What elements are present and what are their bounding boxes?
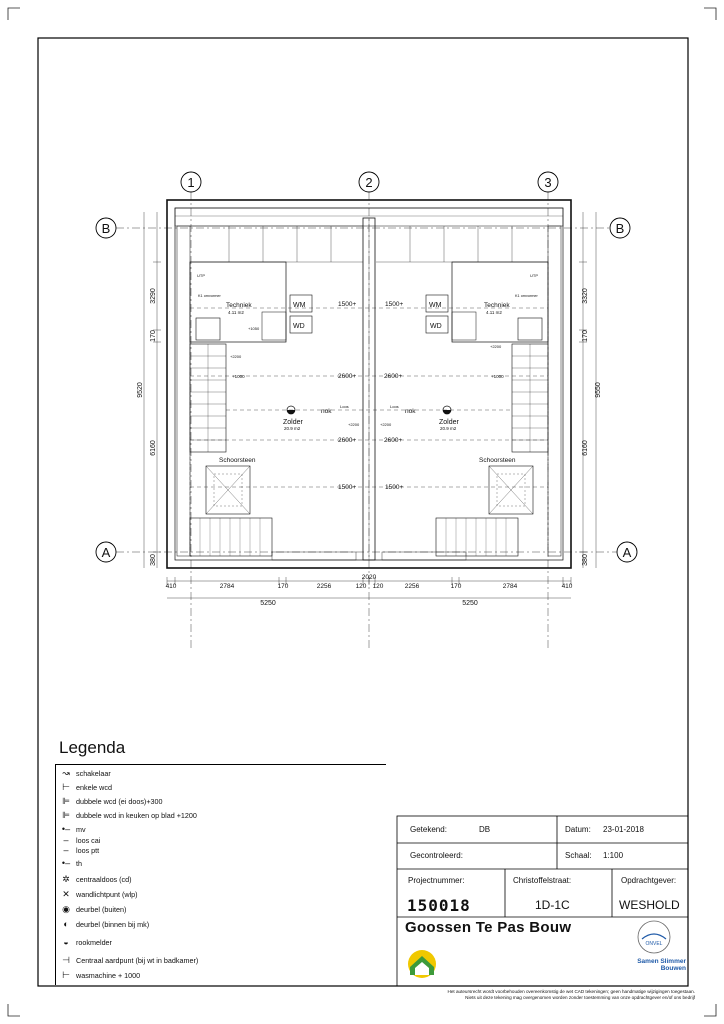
copyright-notice [375, 989, 695, 1001]
svg-text:410: 410 [165, 583, 177, 590]
client-label: Opdrachtgever: [621, 876, 677, 885]
dot-icon: •– [61, 824, 71, 834]
dot-icon: – [63, 835, 69, 845]
room-area-techniek-left: 4.11 m2 [228, 310, 244, 315]
svg-text:2600+: 2600+ [384, 373, 403, 380]
date-label: Datum: [565, 825, 591, 834]
legend-item-label: mv [76, 824, 86, 834]
room-area-zolder-right: 20.9 m2 [440, 426, 457, 431]
svg-text:6160: 6160 [582, 440, 589, 456]
grid-bubble-b-left [96, 218, 116, 238]
svg-text:A: A [101, 545, 111, 560]
legend-title: Legenda [59, 738, 126, 757]
wm-label-right: WM [429, 302, 442, 309]
dim-half-left: 5250 [260, 600, 276, 607]
room-label-zolder-right: Zolder [439, 419, 459, 426]
drawn-label: Getekend: [410, 825, 447, 834]
schoorsteen-left: Schoorsteen [219, 457, 256, 464]
earth-icon: ⊣ [62, 955, 70, 965]
smoke-detector-icon [287, 410, 295, 414]
wm-label-left: WM [293, 302, 306, 309]
company-name: Goossen Te Pas Bouw [405, 919, 572, 936]
legend-item-label: dubbele wcd (ei doos)+300 [76, 796, 163, 806]
legend-item-label: wandlichtpunt (wlp) [76, 889, 138, 899]
svg-text:2600+: 2600+ [384, 437, 403, 444]
legend-item [60, 874, 132, 884]
room-label-techniek-right: Techniek [484, 302, 510, 309]
title-block [397, 816, 688, 986]
svg-text:2256: 2256 [404, 583, 420, 590]
svg-text:K1 omvormer: K1 omvormer [198, 294, 221, 298]
svg-text:+1000: +1000 [232, 374, 245, 379]
grid-bubble-1 [181, 172, 201, 192]
dim-total-left: 9520 [137, 382, 144, 398]
double-socket-icon: ⊫ [62, 810, 70, 820]
svg-text:2600+: 2600+ [338, 437, 357, 444]
svg-text:B: B [101, 221, 111, 236]
copyright-line-1: Het auteursrecht wordt voorbehouden overeenkomstig de wet CAD tekeningen; geen handmatige wijzigingen toegestaan. [447, 989, 695, 994]
svg-text:+2200: +2200 [490, 344, 502, 349]
svg-text:170: 170 [450, 583, 462, 590]
svg-text:UTP: UTP [530, 273, 538, 278]
legend-item-label: centraaldoos (cd) [76, 874, 132, 884]
double-socket-icon: ⊫ [62, 796, 70, 806]
legend-item-label: Centraal aardpunt (bij wt in badkamer) [76, 955, 199, 965]
svg-text:ONVEL: ONVEL [645, 941, 663, 947]
legend-item-label: dubbele wcd in keuken op blad +1200 [76, 810, 197, 820]
svg-text:+2200: +2200 [348, 422, 360, 427]
svg-text:1500+: 1500+ [385, 484, 404, 491]
svg-text:Loos: Loos [390, 404, 399, 409]
legend-item [60, 782, 112, 792]
room-area-techniek-right: 4.11 m2 [486, 310, 502, 315]
socket-icon: ⊢ [62, 782, 70, 792]
scale-value: 1:100 [603, 851, 624, 860]
grid-label-3: 3 [544, 175, 552, 190]
legend-item [60, 937, 112, 947]
smoke-detector-icon [443, 410, 451, 414]
date-value: 23-01-2018 [603, 825, 644, 834]
legend-item [60, 955, 198, 965]
dim-half-right: 5250 [462, 600, 478, 607]
legend-item-label: wasmachine + 1000 [76, 970, 141, 980]
schoorsteen-right: Schoorsteen [479, 457, 516, 464]
svg-text:410: 410 [561, 583, 573, 590]
legend-item-label: deurbel (binnen bij mk) [76, 919, 150, 929]
svg-text:170: 170 [150, 330, 157, 342]
legend-item-label: deurbel (buiten) [76, 904, 127, 914]
svg-text:170: 170 [277, 583, 289, 590]
partner-logo: Samen Slimmer Bouwen [637, 958, 686, 972]
legend-item [60, 904, 126, 914]
svg-text:120: 120 [372, 583, 384, 590]
legend-item-label: enkele wcd [76, 782, 112, 792]
street-label: Christoffelstraat: [513, 876, 572, 885]
room-label-techniek-left: Techniek [226, 302, 252, 309]
legend-item-label: schakelaar [76, 768, 111, 778]
legend-item [60, 768, 111, 778]
svg-text:UTP: UTP [197, 273, 205, 278]
scale-label: Schaal: [565, 851, 592, 860]
dimension-lines [144, 212, 596, 598]
svg-text:2784: 2784 [502, 583, 518, 590]
svg-text:3320: 3320 [582, 288, 589, 304]
legend-item [60, 824, 86, 834]
nok-right: nok [405, 408, 416, 415]
legend-item-label: loos cai [76, 835, 101, 845]
legend-item [60, 810, 197, 820]
grid-bubble-2 [359, 172, 379, 192]
grid-bubble-3 [538, 172, 558, 192]
svg-text:K1 omvormer: K1 omvormer [515, 294, 538, 298]
checked-label: Gecontroleerd: [410, 851, 463, 860]
dim-total-right: 9550 [595, 382, 602, 398]
dimension-labels [137, 288, 602, 607]
street-value: 1D-1C [535, 898, 570, 912]
legend-item-label: loos ptt [76, 845, 100, 855]
legend-item [60, 970, 140, 980]
svg-text:2784: 2784 [219, 583, 235, 590]
svg-text:120: 120 [355, 583, 367, 590]
client-value: WESHOLD [619, 898, 680, 912]
project-number: 150018 [407, 896, 471, 915]
legend-item [60, 845, 99, 855]
svg-text:1500+: 1500+ [338, 484, 357, 491]
svg-text:380: 380 [150, 554, 157, 566]
smoke-detector-icon: ◒ [63, 937, 69, 947]
wd-label-left: WD [293, 323, 305, 330]
dot-icon: •– [61, 858, 71, 868]
svg-text:2256: 2256 [316, 583, 332, 590]
room-area-zolder-left: 20.9 m2 [284, 426, 301, 431]
junction-icon: ✲ [62, 874, 70, 884]
legend-item [60, 835, 100, 845]
switch-icon: ↝ [62, 768, 70, 778]
svg-text:+1050: +1050 [248, 326, 260, 331]
legend-item-label: th [76, 858, 82, 868]
svg-text:Loos: Loos [340, 404, 349, 409]
svg-text:1500+: 1500+ [338, 301, 357, 308]
drawn-value: DB [479, 825, 491, 834]
dot-icon: – [63, 845, 69, 855]
svg-text:2600+: 2600+ [338, 373, 357, 380]
svg-text:380: 380 [582, 554, 589, 566]
floor-plan [167, 200, 571, 568]
legend-item [60, 796, 163, 806]
svg-text:170: 170 [582, 330, 589, 342]
dim-center: 2020 [361, 574, 377, 581]
legend-item-label: rookmelder [76, 937, 112, 947]
grid-bubble-b-right [610, 218, 630, 238]
legend-item [60, 889, 138, 899]
legend-list [55, 764, 386, 985]
svg-text:3290: 3290 [150, 288, 157, 304]
washer-icon: ⊢ [62, 970, 70, 980]
room-label-zolder-left: Zolder [283, 419, 303, 426]
cross-icon: ✕ [62, 889, 70, 899]
wd-label-right: WD [430, 323, 442, 330]
svg-text:+2200: +2200 [380, 422, 392, 427]
certification-seal [633, 919, 675, 955]
svg-text:1500+: 1500+ [385, 301, 404, 308]
bell-in-icon: ◐ [63, 919, 69, 929]
svg-text:A: A [622, 545, 632, 560]
grid-label-2: 2 [365, 175, 373, 190]
project-label: Projectnummer: [408, 876, 465, 885]
nok-left: nok [321, 408, 332, 415]
svg-text:+1000: +1000 [491, 374, 504, 379]
legend [55, 738, 385, 980]
grid-bubble-a-left [96, 542, 116, 562]
svg-text:B: B [615, 221, 625, 236]
svg-text:6160: 6160 [150, 440, 157, 456]
legend-item [60, 919, 149, 929]
copyright-line-2: Niets uit deze tekening mag overgenomen worden zonder toestemming van onze opdrachtgever en/of ons bedrijf [465, 995, 695, 1000]
company-logo [405, 949, 439, 979]
svg-text:+2200: +2200 [230, 354, 242, 359]
bell-icon: ◉ [62, 904, 70, 914]
grid-bubble-a-right [617, 542, 637, 562]
grid-label-1: 1 [187, 175, 195, 190]
legend-item [60, 858, 82, 868]
